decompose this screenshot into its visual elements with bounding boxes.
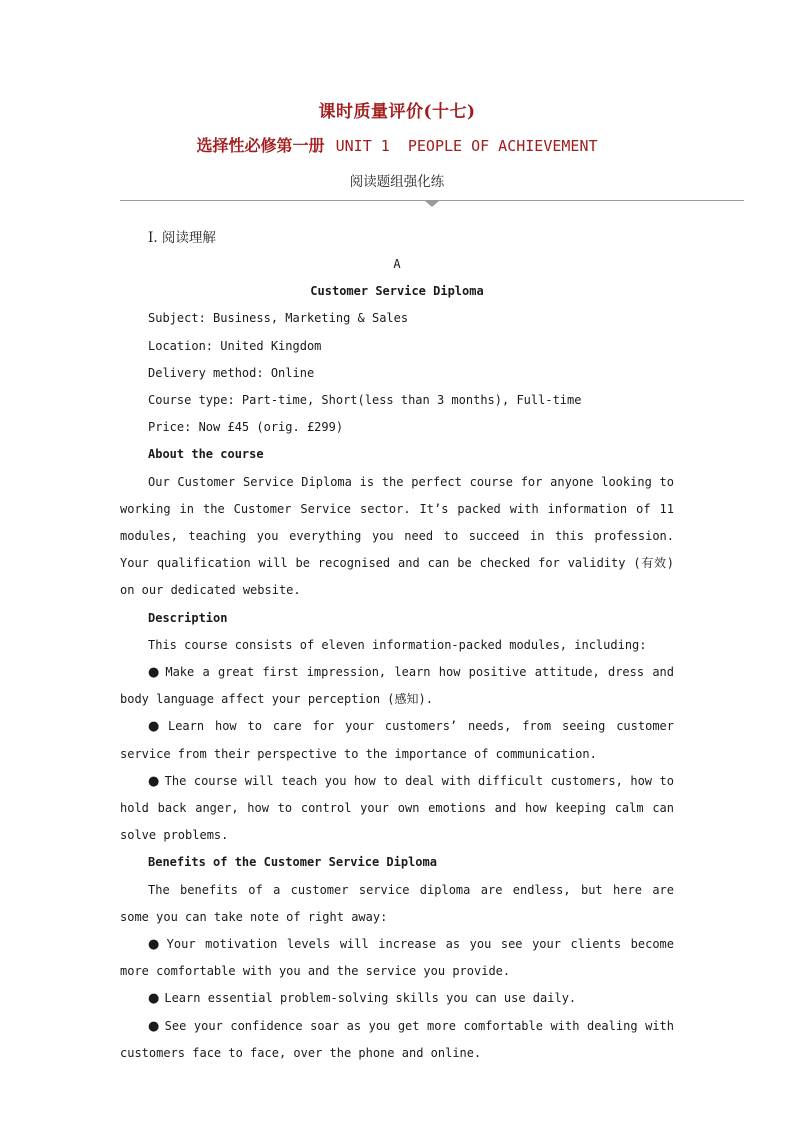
passage-title: Customer Service Diploma [310, 284, 484, 299]
bullet-icon: ● [148, 719, 163, 735]
description-heading: Description [148, 610, 228, 625]
list-item [120, 768, 674, 850]
list-item-text: Make a great first impression, learn how positive attitude, dress and body language affect your perception (感知). [120, 665, 674, 707]
passage-letter: A [393, 257, 401, 271]
bullet-icon: ● [148, 1018, 160, 1034]
list-item [120, 985, 674, 1012]
list-item [120, 659, 674, 713]
detail-price: Price: Now £45 (orig. £299) [148, 420, 344, 435]
detail-subject: Subject: Business, Marketing & Sales [148, 311, 409, 326]
list-item-text: Learn how to care for your customers’ needs, from seeing customer service from their perspective to the importance of communication. [120, 719, 674, 761]
detail-delivery: Delivery method: Online [148, 365, 315, 380]
list-item [120, 1013, 674, 1067]
section-heading: Ⅰ. 阅读理解 [148, 230, 216, 246]
about-heading: About the course [148, 447, 264, 462]
list-item [120, 931, 674, 985]
list-item [120, 713, 674, 767]
lesson-title: 课时质量评价(十七) [318, 102, 476, 122]
benefits-intro: The benefits of a customer service diploma are endless, but here are some you can take note of right away: [120, 882, 674, 924]
list-item-text: The course will teach you how to deal with difficult customers, how to hold back anger, how to control your own emotions and how keeping calm can solve problems. [120, 773, 674, 843]
bullet-icon: ● [148, 773, 160, 789]
bullet-icon: ● [148, 991, 160, 1007]
benefits-heading: Benefits of the Customer Service Diploma [148, 855, 437, 870]
book-label: 选择性必修第一册 [196, 136, 325, 155]
divider-marker-icon [425, 201, 439, 207]
list-item-text: Your motivation levels will increase as you see your clients become more comfortable with you and the service you provide. [120, 937, 674, 979]
description-intro: This course consists of eleven information-packed modules, including: [148, 637, 647, 652]
passage [120, 251, 674, 1067]
list-item-text: Learn essential problem-solving skills you can use daily. [164, 991, 577, 1006]
bullet-icon: ● [148, 937, 162, 953]
about-paragraph: Our Customer Service Diploma is the perfect course for anyone looking to working in the Customer Service sector. It’s packed with information of 11 modules, teaching you everything you need to succeed in this profession. Your qualification will be recognised and can be checked for validity (有效) on our dedicated website. [120, 474, 674, 598]
exercise-subtitle: 阅读题组强化练 [349, 174, 445, 190]
unit-heading [0, 133, 794, 156]
list-item-text: See your confidence soar as you get more comfortable with dealing with customers face to face, over the phone and online. [120, 1018, 674, 1060]
detail-location: Location: United Kingdom [148, 338, 322, 353]
unit-label: UNIT 1 PEOPLE OF ACHIEVEMENT [335, 137, 598, 155]
bullet-icon: ● [148, 665, 161, 681]
detail-course-type: Course type: Part-time, Short(less than 3 months), Full-time [148, 393, 582, 408]
